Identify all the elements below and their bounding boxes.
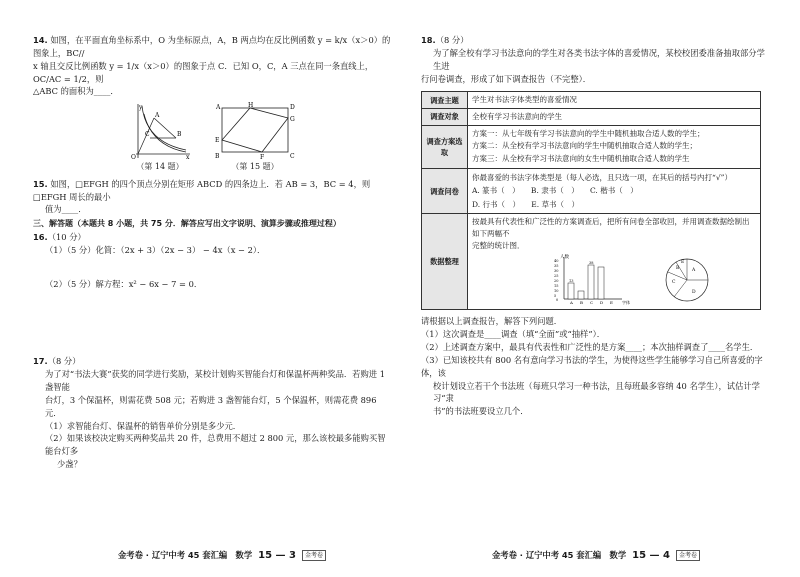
statistics-charts — [472, 251, 756, 307]
row-header: 数据整理 — [422, 214, 468, 310]
score: （10 分） — [47, 231, 86, 242]
graph-label: O — [131, 154, 136, 161]
figure-caption: （第 14 题） — [136, 162, 184, 172]
bar — [578, 291, 584, 299]
bar — [588, 265, 594, 299]
pie-label: A — [692, 268, 696, 274]
score: （8 分） — [435, 35, 469, 45]
question-part: 校计划设立若干个书法班（每班只学习一种书法，且每班最多容纳 40 名学生），试估计学习“隶 — [433, 380, 760, 404]
tick-label: 20 — [554, 279, 559, 284]
question-text: 为了对“书法大赛”获奖的同学进行奖励，某校计划购买智能台灯和保温杯两种奖品．若购进 1 盏智能 — [45, 369, 385, 392]
axis-label: 人数 — [560, 255, 569, 261]
diagram-label: H — [248, 102, 254, 110]
diagram-label: A — [216, 104, 221, 112]
footer-text: 金考卷 · 辽宁中考 45 套汇编 数学 — [118, 550, 253, 561]
tick-label: A — [570, 300, 573, 306]
tick-label: 30 — [554, 269, 559, 274]
question-part: 书”的书法班要设立几个． — [433, 406, 529, 417]
questionnaire-question: 你最喜爱的书法字体类型是（每人必选，且只选一项，在其后的括号内打“√”） — [472, 172, 732, 182]
axis-label: 字体 — [622, 300, 630, 306]
right-footer — [492, 548, 700, 564]
question-18 — [421, 34, 771, 85]
figure-caption: （第 15 题） — [231, 162, 279, 172]
question-number: 16. — [33, 231, 48, 242]
question-text: 请根据以上调查报告，解答下列问题． — [421, 316, 563, 327]
tick-label: 40 — [554, 259, 559, 264]
question-part: 少盏？ — [57, 459, 82, 470]
diagram-label: E — [215, 137, 220, 145]
question-part: （2）如果该校决定购买两种奖品共 20 件，总费用不超过 2 800 元，那么该校最多能购买智能台灯多 — [45, 433, 386, 457]
graph-label: C — [145, 131, 150, 139]
left-page — [33, 34, 393, 471]
table-row — [422, 214, 761, 310]
question-part: （3）已知该校共有 800 名有意向学习书法的学生，为使得这些学生能够学习自己所喜爱的字体，该 — [421, 354, 763, 378]
table-cell — [468, 125, 761, 168]
question-text: 为了解全校有学习书法意向的学生对各类书法字体的喜爱情况，某校校团委准备抽取部分学生进 — [433, 47, 765, 71]
row-header: 调查问卷 — [422, 168, 468, 214]
bar-chart — [552, 253, 638, 305]
question-part: （2）（5 分）解方程：x² − 6x − 7 = 0． — [45, 279, 203, 290]
page-number: 15 — 4 — [632, 550, 670, 561]
table-cell — [468, 214, 761, 310]
plan-option: 方案三：从全校有学习书法意向的女生中随机抽取合适人数的学生 — [472, 154, 690, 164]
figure-14 — [128, 102, 192, 173]
graph-label: A — [155, 112, 160, 120]
footer-text: 金考卷 · 辽宁中考 45 套汇编 数学 — [492, 550, 627, 561]
question-18-parts — [421, 315, 771, 418]
diagram-label: G — [290, 116, 295, 124]
questionnaire-options: D. 行书（ ） E. 草书（ ） — [472, 199, 580, 209]
function-graph — [128, 102, 192, 160]
diagram-label: F — [260, 154, 265, 161]
question-number: 15. — [33, 178, 48, 189]
page-number: 15 — 3 — [258, 550, 296, 561]
table-cell: 学生对书法字体类型的喜爱情况 — [468, 92, 761, 109]
question-17 — [33, 355, 393, 471]
question-text: 行问卷调查，形成了如下调查报告（不完整）． — [421, 73, 592, 84]
table-row — [422, 109, 761, 126]
tick-label: 10 — [554, 289, 559, 294]
diagram-label: D — [290, 104, 295, 112]
brand-logo: 金考卷 — [302, 550, 326, 561]
question-14 — [33, 34, 393, 98]
figure-15 — [214, 102, 296, 173]
question-text: △ABC 的面积为____． — [33, 86, 119, 97]
diagram-label: B — [215, 153, 220, 161]
left-footer — [118, 548, 326, 564]
question-text: 值为____． — [45, 204, 87, 215]
table-row — [422, 92, 761, 109]
row-header: 调查对象 — [422, 109, 468, 126]
tick-label: C — [590, 300, 594, 306]
question-part: （2）上述调查方案中，最具有代表性和广泛性的是方案____；本次抽样调查了____名学生． — [421, 342, 759, 353]
tick-label: B — [580, 300, 583, 306]
pie-chart — [662, 255, 712, 305]
row-header: 调查主题 — [422, 92, 468, 109]
tick-label: 25 — [554, 274, 559, 279]
tick-label: D — [600, 300, 604, 306]
data-description: 完整的统计图． — [472, 240, 525, 250]
question-part: （1）求智能台灯、保温杯的销售单价分别是多少元． — [45, 420, 242, 431]
figure-row — [128, 102, 393, 173]
question-part: （1）（5 分）化简：（2x + 3）（2x − 3） − 4x（x − 2）． — [45, 244, 266, 255]
question-15 — [33, 178, 393, 217]
data-label: 38 — [589, 261, 594, 266]
table-row — [422, 168, 761, 214]
question-number: 14. — [33, 35, 48, 45]
data-label: 13 — [569, 279, 574, 284]
tick-label: E — [610, 300, 613, 306]
tick-label: 15 — [554, 284, 559, 289]
table-cell — [468, 168, 761, 214]
questionnaire-options: A. 篆书（ ） B. 隶书（ ） C. 楷书（ ） — [472, 186, 638, 196]
row-header: 调查方案选取 — [422, 125, 468, 168]
question-text: 如图，在平面直角坐标系中，O 为坐标原点，A，B 两点均在反比例函数 y = k/x（x＞0）的图象上，BC// — [33, 35, 391, 58]
tick-label: 35 — [554, 264, 559, 269]
graph-label: x — [186, 154, 190, 161]
tick-label: 5 — [554, 294, 557, 299]
table-cell: 全校有学习书法意向的学生 — [468, 109, 761, 126]
question-part: （1）这次调查是____调查（填“全面”或“抽样”）． — [421, 329, 606, 340]
section-heading: 三、解答题（本题共 8 小题，共 75 分．解答应写出文字说明、演算步骤或推理过程） — [33, 219, 341, 229]
question-16 — [33, 231, 393, 292]
table-row — [422, 125, 761, 168]
pie-label: D — [692, 290, 696, 296]
question-number: 18. — [421, 35, 436, 45]
graph-label: B — [177, 131, 182, 139]
tick-label: 0 — [556, 298, 559, 303]
right-page — [421, 34, 771, 418]
bar — [598, 267, 604, 299]
survey-report-table — [421, 91, 761, 310]
question-text: 台灯，3 个保温杯，则需花费 508 元；若购进 3 盏智能台灯，5 个保温杯，则需花费 896 元． — [45, 394, 377, 418]
question-number: 17. — [33, 356, 48, 367]
bar — [568, 283, 574, 299]
brand-logo: 金考卷 — [676, 550, 700, 561]
data-description: 按最具有代表性和广泛性的方案调查后，把所有问卷全部收回，并用调查数据绘制出如下两幅不 — [472, 217, 750, 239]
question-text: 如图，□EFGH 的四个顶点分别在矩形 ABCD 的四条边上．若 AB = 3，BC = 4，则□EFGH 周长的最小 — [33, 178, 371, 202]
score: （8 分） — [47, 356, 81, 367]
rectangle-diagram — [214, 102, 296, 160]
diagram-label: C — [290, 153, 295, 161]
pie-label: C — [672, 280, 676, 286]
question-text: x 轴且交反比例函数 y = 1/x（x＞0）的图象于点 C．已知 O，C，A 三点在同一条直线上，OC/AC = 1/2，则 — [33, 60, 374, 84]
pie-label: B — [676, 266, 680, 272]
pie-label: E — [681, 260, 685, 266]
plan-option: 方案一：从七年级有学习书法意向的学生中随机抽取合适人数的学生； — [472, 128, 705, 138]
graph-label: y — [139, 104, 143, 112]
plan-option: 方案二：从全校有学习书法意向的学生中随机抽取合适人数的学生； — [472, 141, 697, 151]
